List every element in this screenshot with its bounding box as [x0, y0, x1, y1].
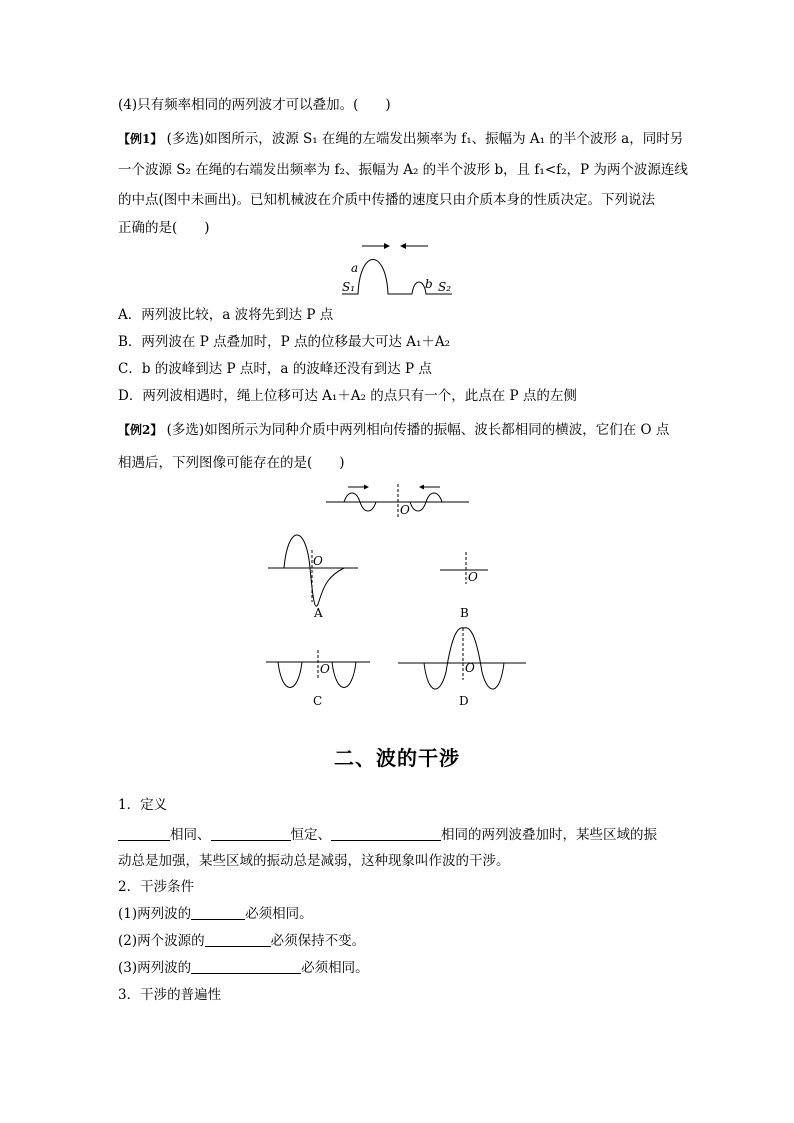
origin-label-top: O: [400, 503, 410, 517]
example-1-line-2: 一个波源 S₂ 在绳的右端发出频率为 f₂、振幅为 A₂ 的半个波形 b，且 f₁<f₂，P 为两个波源连线: [118, 162, 688, 178]
condition-2-tail: 必须保持不变。: [270, 933, 366, 949]
condition-1-text: (1)两列波的: [118, 906, 192, 922]
section-title: 二、波的干涉: [334, 746, 460, 770]
definition-part-2: 恒定、: [290, 827, 331, 843]
question-4: (4)只有频率相同的两列波才可以叠加。( ): [118, 97, 391, 113]
blank-3[interactable]: [331, 826, 441, 841]
condition-3-tail: 必须相同。: [301, 960, 369, 976]
example-1-line-3: 的中点(图中未画出)。已知机械波在介质中传播的速度只由介质本身的性质决定。下列说法: [118, 192, 656, 208]
origin-label-a: O: [313, 554, 323, 568]
condition-1-tail: 必须相同。: [245, 906, 313, 922]
example-1-option-c: C．b 的波峰到达 P 点时，a 的波峰还没有到达 P 点: [118, 361, 432, 377]
origin-label-b: O: [468, 570, 478, 584]
blank-6[interactable]: [191, 959, 301, 974]
condition-3: [118, 959, 369, 977]
condition-3-text: (3)两列波的: [118, 960, 192, 976]
blank-5[interactable]: [205, 932, 271, 947]
label-s1: S₁: [342, 280, 356, 294]
blank-4[interactable]: [191, 905, 245, 920]
example-1-rope-figure: [340, 238, 460, 298]
choice-d-figure: [398, 624, 528, 710]
label-b: b: [425, 277, 433, 291]
heading-universality: 3．干涉的普遍性: [118, 987, 222, 1003]
origin-label-c: O: [320, 662, 330, 676]
example-2-line-2: 相遇后，下列图像可能存在的是( ): [118, 455, 345, 471]
definition-line-1: [118, 826, 657, 844]
condition-2-text: (2)两个波源的: [118, 933, 205, 949]
choice-c-figure: [266, 648, 376, 710]
definition-part-3: 相同的两列波叠加时，某些区域的振: [441, 827, 657, 843]
choice-c-label: C: [313, 694, 323, 708]
definition-line-2: 动总是加强，某些区域的振动总是减弱，这种现象叫作波的干涉。: [118, 853, 510, 869]
choice-d-label: D: [459, 694, 469, 708]
choice-a-figure: [268, 532, 368, 622]
definition-part-1: 相同、: [170, 827, 211, 843]
example-1-option-a: A．两列波比较，a 波将先到达 P 点: [118, 307, 334, 323]
heading-conditions: 2．干涉条件: [118, 879, 195, 895]
example-1-option-b: B．两列波在 P 点叠加时，P 点的位移最大可达 A₁＋A₂: [118, 334, 451, 350]
example-2-text-1: (多选)如图所示为同种介质中两列相向传播的振幅、波长都相同的横波，它们在 O 点: [166, 422, 670, 438]
example-2-wave-figure: [326, 480, 471, 520]
example-1-option-d: D．两列波相遇时，绳上位移可达 A₁＋A₂ 的点只有一个，此点在 P 点的左侧: [118, 388, 577, 404]
example-2-line-1: [118, 421, 669, 439]
heading-definition: 1．定义: [118, 797, 168, 813]
label-s2: S₂: [438, 280, 452, 294]
example-1-line-4: 正确的是( ): [118, 220, 210, 236]
blank-1[interactable]: [118, 826, 170, 841]
example-1-tag: 【例1】: [118, 132, 163, 146]
example-1-text-1: (多选)如图所示，波源 S₁ 在绳的左端发出频率为 f₁、振幅为 A₁ 的半个波形 a，同时另: [166, 131, 684, 147]
choice-b-label: B: [460, 606, 469, 620]
condition-1: [118, 905, 313, 923]
example-2-tag: 【例2】: [118, 423, 163, 437]
label-a: a: [351, 261, 359, 275]
origin-label-d: O: [465, 661, 475, 675]
choice-a-label: A: [314, 606, 323, 620]
choice-b-figure: [438, 548, 498, 622]
condition-2: [118, 932, 365, 950]
blank-2[interactable]: [211, 826, 291, 841]
example-1-line-1: [118, 130, 683, 148]
